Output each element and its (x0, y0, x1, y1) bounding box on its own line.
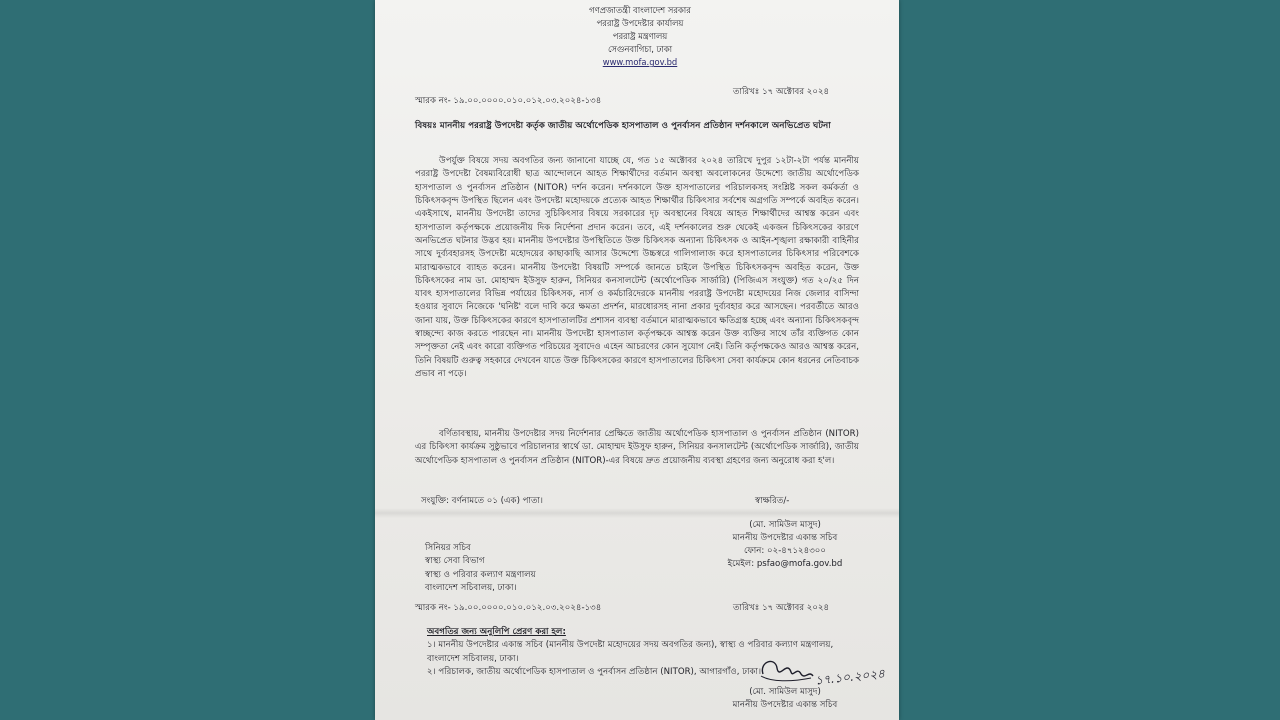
letterhead-office: পররাষ্ট্র উপদেষ্টার কার্যালয় (596, 18, 684, 29)
enclosure-note: সংযুক্তি: বর্ণনামতে ০১ (এক) পাতা। (421, 496, 543, 506)
signer-email: ইমেইল: psfao@mofa.gov.bd (727, 558, 843, 569)
memo-date: তারিখঃ ১৭ অক্টোবর ২০২৪ (733, 87, 830, 97)
letterhead (555, 4, 725, 69)
body-paragraph-1 (415, 155, 859, 381)
letter-page (375, 0, 899, 720)
signer2-block (715, 686, 855, 712)
memo2-date: তারিখঃ ১৭ অক্টোবর ২০২৪ (733, 603, 830, 613)
copy-heading: অবগতির জন্য অনুলিপি প্রেরণ করা হল: (427, 627, 566, 637)
signer-name: (মো. সামিউল মাসুদ) (749, 520, 821, 530)
copy-item-1-cont: বাংলাদেশ সচিবালয়, ঢাকা। (427, 653, 519, 664)
copy-item-1: ১। মাননীয় উপদেষ্টার একান্ত সচিব (মাননীয় উপদেষ্টা মহোদয়ের সদয় অবগতির জন্য), স্বাস্থ্য ও পরিবার কল্যাণ মন্ত্রণালয়, (427, 640, 834, 651)
body-paragraph-1-text: উপর্যুক্ত বিষয়ে সদয় অবগতির জন্য জানানো যাচ্ছে যে, গত ১৫ অক্টোবর ২০২৪ তারিখে দুপুর ১২টা-২টা পর্যন্ত মাননীয় পররাষ্ট্র উপদেষ্টা বৈষম্যবিরোধী ছাত্র আন্দোলনে আহত শিক্ষার্থীদের বর্তমান অবস্থা অবলোকনের উদ্দেশ্যে জাতীয় অর্থোপেডিক হাসপাতাল ও পুনর্বাসন প্রতিষ্ঠান (NITOR) দর্শন করেন। দর্শনকালে উক্ত হাসপাতালের পরিচালকসহ সংশ্লিষ্ট সকল কর্মকর্তা ও চিকিৎসকবৃন্দ উপস্থিত ছিলেন এবং উপদেষ্টা মহোদয়কে প্রত্যেক আহত শিক্ষার্থীর চিকিৎসার সর্বশেষ অগ্রগতি সম্পর্কে অবহিত করেন। একইসাথে, মাননীয় উপদেষ্টা তাদের সুচিকিৎসার বিষয়ে সরকারের দৃঢ় অবস্থানের বিষয়ে আহত শিক্ষার্থীদের আশ্বস্ত করেন এবং হাসপাতাল কর্তৃপক্ষকে প্রয়োজনীয় দিক নির্দেশনা প্রদান করেন। তবে, এই দর্শনকালের শুরু থেকেই একজন চিকিৎসকের কারণে অনভিপ্রেত ঘটনার উদ্ভব হয়। মাননীয় উপদেষ্টার উপস্থিতিতে উক্ত চিকিৎসক অন্যান্য চিকিৎসক ও আইন-শৃঙ্খলা রক্ষাকারী বাহিনীর সাথে দুর্ব্যবহারসহ উপদেষ্টা মহোদয়ের কাছাকাছি আসার উদ্দেশ্যে উচ্চস্বরে গালিগালাজ করে হাসপাতালের চিকিৎসার পরিবেশকে মারাত্মকভাবে ব্যাহত করেন। মাননীয় উপদেষ্টা বিষয়টি সম্পর্কে জানতে চাইলে উপস্থিত চিকিৎসকবৃন্দ অবহিত করেন, উক্ত চিকিৎসকের নাম ডা. মোহাম্মদ ইউসুফ হারুন, সিনিয়র কনসালটেন্ট (অর্থোপেডিক সার্জারি) (পিজিএস সংযুক্ত) গত ২০/২৫ দিন যাবৎ হাসপাতালের বিভিন্ন পর্যায়ের চিকিৎসক, নার্স ও কর্মচারিদেরকে মাননীয় পররাষ্ট্র উপদেষ্টা মহোদয়ের নিজ জেলার বাসিন্দা হওয়ার সুবাদে নিজেকে 'ঘনিষ্ট' বলে দাবি করে ক্ষমতা প্রদর্শন, মারধোরসহ নানা প্রকার দুর্ব্যবহার করে আসছেন। পরবর্তীতে আরও জানা যায়, উক্ত চিকিৎসকের কারণে হাসপাতালটির প্রশাসন ব্যবস্থা বর্তমানে মারাত্মকভাবে ক্ষতিগ্রস্ত হচ্ছে এবং অন্যান্য চিকিৎসকবৃন্দ স্বাচ্ছন্দ্যে কাজ করতে পারছেন না। মাননীয় উপদেষ্টা হাসপাতাল কর্তৃপক্ষকে আশ্বস্ত করেন উক্ত ব্যক্তির সাথে তাঁর ব্যক্তিগত কোন সম্পৃক্ততা নেই এবং কারো ব্যক্তিগত পরিচয়ের সুবাদেও এহেন আচরণের কোন সুযোগ নেই। তিনি কর্তৃপক্ষকেও আরও আশ্বস্ত করেন, তিনি বিষয়টি গুরুত্ব সহকারে দেখবেন যাতে উক্ত চিকিৎসকের কারণে হাসপাতালের চিকিৎসা সেবা কার্যক্রমে কোন ধরনের নেতিবাচক প্রভাব না পড়ে। (415, 156, 859, 379)
body-paragraph-2 (415, 428, 859, 468)
signer-block (715, 519, 855, 571)
body-paragraph-2-text: বর্ণিতাবস্থায়, মাননীয় উপদেষ্টার সদয় নির্দেশনার প্রেক্ষিতে জাতীয় অর্থোপেডিক হাসপাতাল ও পুনর্বাসন প্রতিষ্ঠান (NITOR) এর চিকিৎসা কার্যক্রম সুষ্ঠুভাবে পরিচালনার স্বার্থে ডা. মোহাম্মদ ইউসুফ হারুন, সিনিয়র কনসালটেন্ট (অর্থোপেডিক সার্জারি), জাতীয় অর্থোপেডিক হাসপাতাল ও পুনর্বাসন প্রতিষ্ঠান (NITOR)-এর বিষয়ে দ্রুত প্রয়োজনীয় ব্যবস্থা গ্রহণের জন্য অনুরোধ করা হ'ল। (415, 429, 859, 466)
paper-fold (375, 508, 899, 518)
subject-line: বিষয়ঃ মাননীয় পররাষ্ট্র উপদেষ্টা কর্তৃক জাতীয় অর্থোপেডিক হাসপাতাল ও পুনর্বাসন প্রতিষ্ঠান দর্শনকালে অনভিপ্রেত ঘটনা (415, 121, 831, 131)
letterhead-govt: গণপ্রজাতন্ত্রী বাংলাদেশ সরকার (589, 5, 691, 15)
signer2-title: মাননীয় উপদেষ্টার একান্ত সচিব (732, 699, 838, 710)
letterhead-ministry: পররাষ্ট্র মন্ত্রণালয় (612, 31, 668, 42)
memo2-ref: স্মারক নং- ১৯.০০.০০০০.০১০.০১২.০৩.২০২৪-১৩৪ (415, 603, 602, 613)
signed-label: স্বাক্ষরিত/- (755, 496, 790, 506)
recipient-line-2: স্বাস্থ্য সেবা বিভাগ (425, 556, 485, 567)
memo-ref: স্মারক নং- ১৯.০০.০০০০.০১০.০১২.০৩.২০২৪-১৩৪ (415, 96, 602, 106)
recipient-block (425, 542, 536, 595)
signer-phone: ফোন: ০২-৪৭১২৪৩০০ (744, 545, 826, 556)
recipient-line-1: সিনিয়র সচিব (425, 543, 471, 553)
recipient-line-3: স্বাস্থ্য ও পরিবার কল্যাণ মন্ত্রণালয় (425, 569, 536, 580)
copy-item-2: ২। পরিচালক, জাতীয় অর্থোপেডিক হাসপাতাল ও পুনর্বাসন প্রতিষ্ঠান (NITOR), আগারগাঁও, ঢাকা। (427, 666, 762, 677)
handwritten-date: ১৭.১০.২০২৪ (814, 666, 886, 688)
letterhead-website: www.mofa.gov.bd (602, 57, 678, 68)
signer-title: মাননীয় উপদেষ্টার একান্ত সচিব (732, 532, 838, 543)
letterhead-address: সেগুনবাগিচা, ঢাকা (607, 44, 673, 55)
recipient-line-4: বাংলাদেশ সচিবালয়, ঢাকা। (425, 582, 517, 593)
signer2-name: (মো. সামিউল মাসুদ) (749, 687, 821, 697)
